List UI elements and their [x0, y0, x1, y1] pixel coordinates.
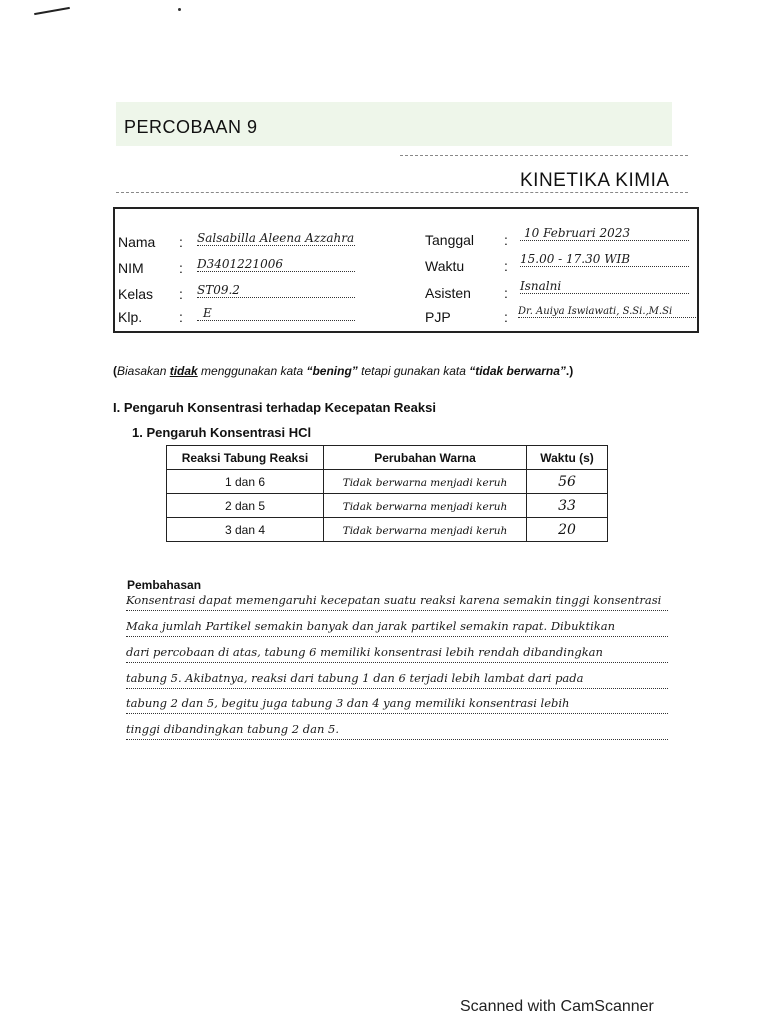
- table-cell: [324, 518, 527, 542]
- asisten-value: Isnalni: [520, 279, 562, 293]
- klp-colon: :: [179, 309, 183, 325]
- pembahasan-line: dari percobaan di atas, tabung 6 memiliki konsentrasi lebih rendah dibandingkan: [126, 644, 668, 663]
- pembahasan-line: tabung 5. Akibatnya, reaksi dari tabung 1 dan 6 terjadi lebih lambat dari pada: [126, 670, 668, 689]
- scanner-watermark: Scanned with CamScanner: [460, 998, 654, 1015]
- asisten-colon: :: [504, 285, 508, 301]
- nama-colon: :: [179, 234, 183, 250]
- note-part-1: Biasakan: [117, 364, 170, 378]
- table-cell: [527, 470, 608, 494]
- results-table: [166, 445, 608, 542]
- tanggal-field: [520, 224, 689, 241]
- nim-field: [197, 255, 355, 272]
- asisten-label: Asisten: [425, 285, 471, 301]
- table-cell: [324, 470, 527, 494]
- table-cell: [527, 518, 608, 542]
- kelas-value: ST09.2: [197, 283, 240, 297]
- pembahasan-line: Konsentrasi dapat memengaruhi kecepatan suatu reaksi karena semakin tinggi konsentrasi: [126, 592, 668, 611]
- header-rule-top: [400, 155, 688, 156]
- instruction-note: [113, 364, 573, 378]
- pembahasan-line: tinggi dibandingkan tabung 2 dan 5.: [126, 721, 668, 740]
- note-close: .): [565, 364, 574, 378]
- table-header: Reaksi Tabung Reaksi: [167, 446, 324, 470]
- waktu-field: [520, 250, 689, 267]
- table-cell-text: Tidak berwarna menjadi keruh: [342, 476, 508, 489]
- pembahasan-line: Maka jumlah Partikel semakin banyak dan jarak partikel semakin rapat. Dibuktikan: [126, 618, 668, 637]
- percobaan-title: PERCOBAAN 9: [124, 117, 258, 137]
- pembahasan-line: tabung 2 dan 5, begitu juga tabung 3 dan 4 yang memiliki konsentrasi lebih: [126, 695, 668, 714]
- note-tidak-berwarna: “tidak berwarna”: [469, 364, 566, 378]
- waktu-colon: :: [504, 258, 508, 274]
- table-cell: [324, 494, 527, 518]
- note-open: (: [113, 364, 117, 378]
- waktu-label: Waktu: [425, 258, 465, 274]
- nim-colon: :: [179, 260, 183, 276]
- kelas-label: Kelas: [118, 286, 154, 302]
- table-cell-text: 20: [558, 521, 576, 538]
- tanggal-value: 10 Februari 2023: [524, 226, 631, 240]
- table-cell: 2 dan 5: [167, 494, 324, 518]
- table-header: Waktu (s): [527, 446, 608, 470]
- note-part-3: tetapi gunakan kata: [357, 364, 470, 378]
- page-title: KINETIKA KIMIA: [520, 170, 670, 191]
- waktu-value: 15.00 - 17.30 WIB: [520, 252, 631, 266]
- table-cell-text: Tidak berwarna menjadi keruh: [342, 500, 508, 513]
- pen-scratch-mark: [34, 7, 70, 15]
- klp-field: [197, 304, 355, 321]
- kelas-field: [197, 281, 355, 298]
- header-rule-bottom: [116, 192, 688, 193]
- table-header: Perubahan Warna: [324, 446, 527, 470]
- note-tidak: tidak: [169, 364, 198, 378]
- section-heading: I. Pengaruh Konsentrasi terhadap Kecepatan Reaksi: [113, 400, 436, 415]
- table-row: [167, 470, 608, 494]
- table-row: [167, 494, 608, 518]
- tanggal-colon: :: [504, 232, 508, 248]
- klp-label: Klp.: [118, 309, 143, 325]
- nama-value: Salsabilla Aleena Azzahra: [197, 231, 355, 245]
- table-cell-text: 33: [558, 497, 576, 514]
- asisten-field: [520, 277, 689, 294]
- nim-label: NIM: [118, 260, 144, 276]
- pembahasan-heading: Pembahasan: [127, 578, 202, 592]
- note-part-2: menggunakan kata: [197, 364, 307, 378]
- pjp-field: [518, 301, 696, 318]
- subsection-heading: 1. Pengaruh Konsentrasi HCl: [132, 425, 312, 440]
- nim-value: D3401221006: [197, 257, 283, 271]
- nama-label: Nama: [118, 234, 156, 250]
- table-cell: 1 dan 6: [167, 470, 324, 494]
- klp-value: E: [203, 306, 212, 320]
- table-cell: 3 dan 4: [167, 518, 324, 542]
- note-bening: “bening”: [306, 364, 358, 378]
- pjp-colon: :: [504, 309, 508, 325]
- table-row: [167, 518, 608, 542]
- table-header-row: [167, 446, 608, 470]
- kelas-colon: :: [179, 286, 183, 302]
- pjp-label: PJP: [425, 309, 451, 325]
- speck: [178, 8, 181, 11]
- table-cell-text: 56: [558, 473, 576, 490]
- nama-field: [197, 229, 355, 246]
- table-cell-text: Tidak berwarna menjadi keruh: [342, 524, 508, 537]
- table-cell: [527, 494, 608, 518]
- tanggal-label: Tanggal: [425, 232, 475, 248]
- pjp-value: Dr. Auiya Iswiawati, S.Si.,M.Si: [518, 306, 673, 317]
